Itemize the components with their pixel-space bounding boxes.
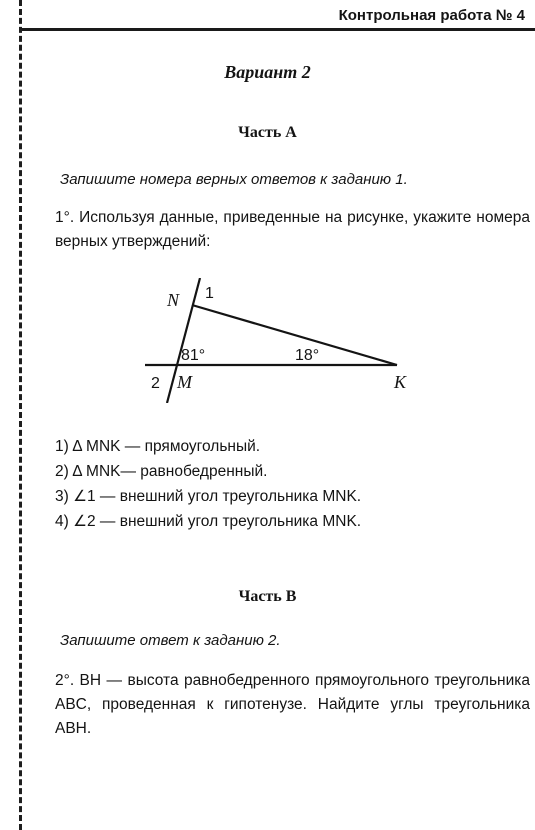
label-angle-81: 81°	[181, 347, 206, 364]
label-m: M	[177, 372, 192, 392]
task-1-text: 1°. Используя данные, приведенные на рисунке, укажите номера верных утверждений:	[55, 209, 530, 250]
task-2-text: 2°. BH — высота равнобедренного прямоугольного треугольника ABC, проведенная к гипотенузе. Найдите углы треугольника ABH.	[55, 672, 530, 737]
part-a-title: Часть А	[238, 124, 297, 141]
part-b-instruction: Запишите ответ к заданию 2.	[60, 632, 281, 649]
option-1: 1) Δ MNK — прямоугольный.	[55, 438, 261, 455]
triangle-figure	[135, 278, 420, 403]
answer-options	[55, 434, 361, 534]
part-a-instruction: Запишите номера верных ответов к заданию 1.	[60, 171, 408, 188]
label-n: N	[167, 290, 180, 310]
option-2: 2) Δ MNK— равнобедренный.	[55, 463, 268, 480]
option-4: 4) ∠2 — внешний угол треугольника MNK.	[55, 513, 362, 530]
label-angle-2: 2	[151, 375, 160, 392]
header-title: Контрольная работа № 4	[338, 7, 525, 24]
label-angle-1: 1	[205, 285, 214, 302]
variant-title: Вариант 2	[224, 62, 311, 82]
part-b-title: Часть В	[238, 588, 297, 605]
header-rule	[22, 28, 535, 31]
option-3: 3) ∠1 — внешний угол треугольника MNK.	[55, 488, 362, 505]
label-k: K	[394, 372, 407, 392]
label-angle-18: 18°	[295, 347, 320, 364]
